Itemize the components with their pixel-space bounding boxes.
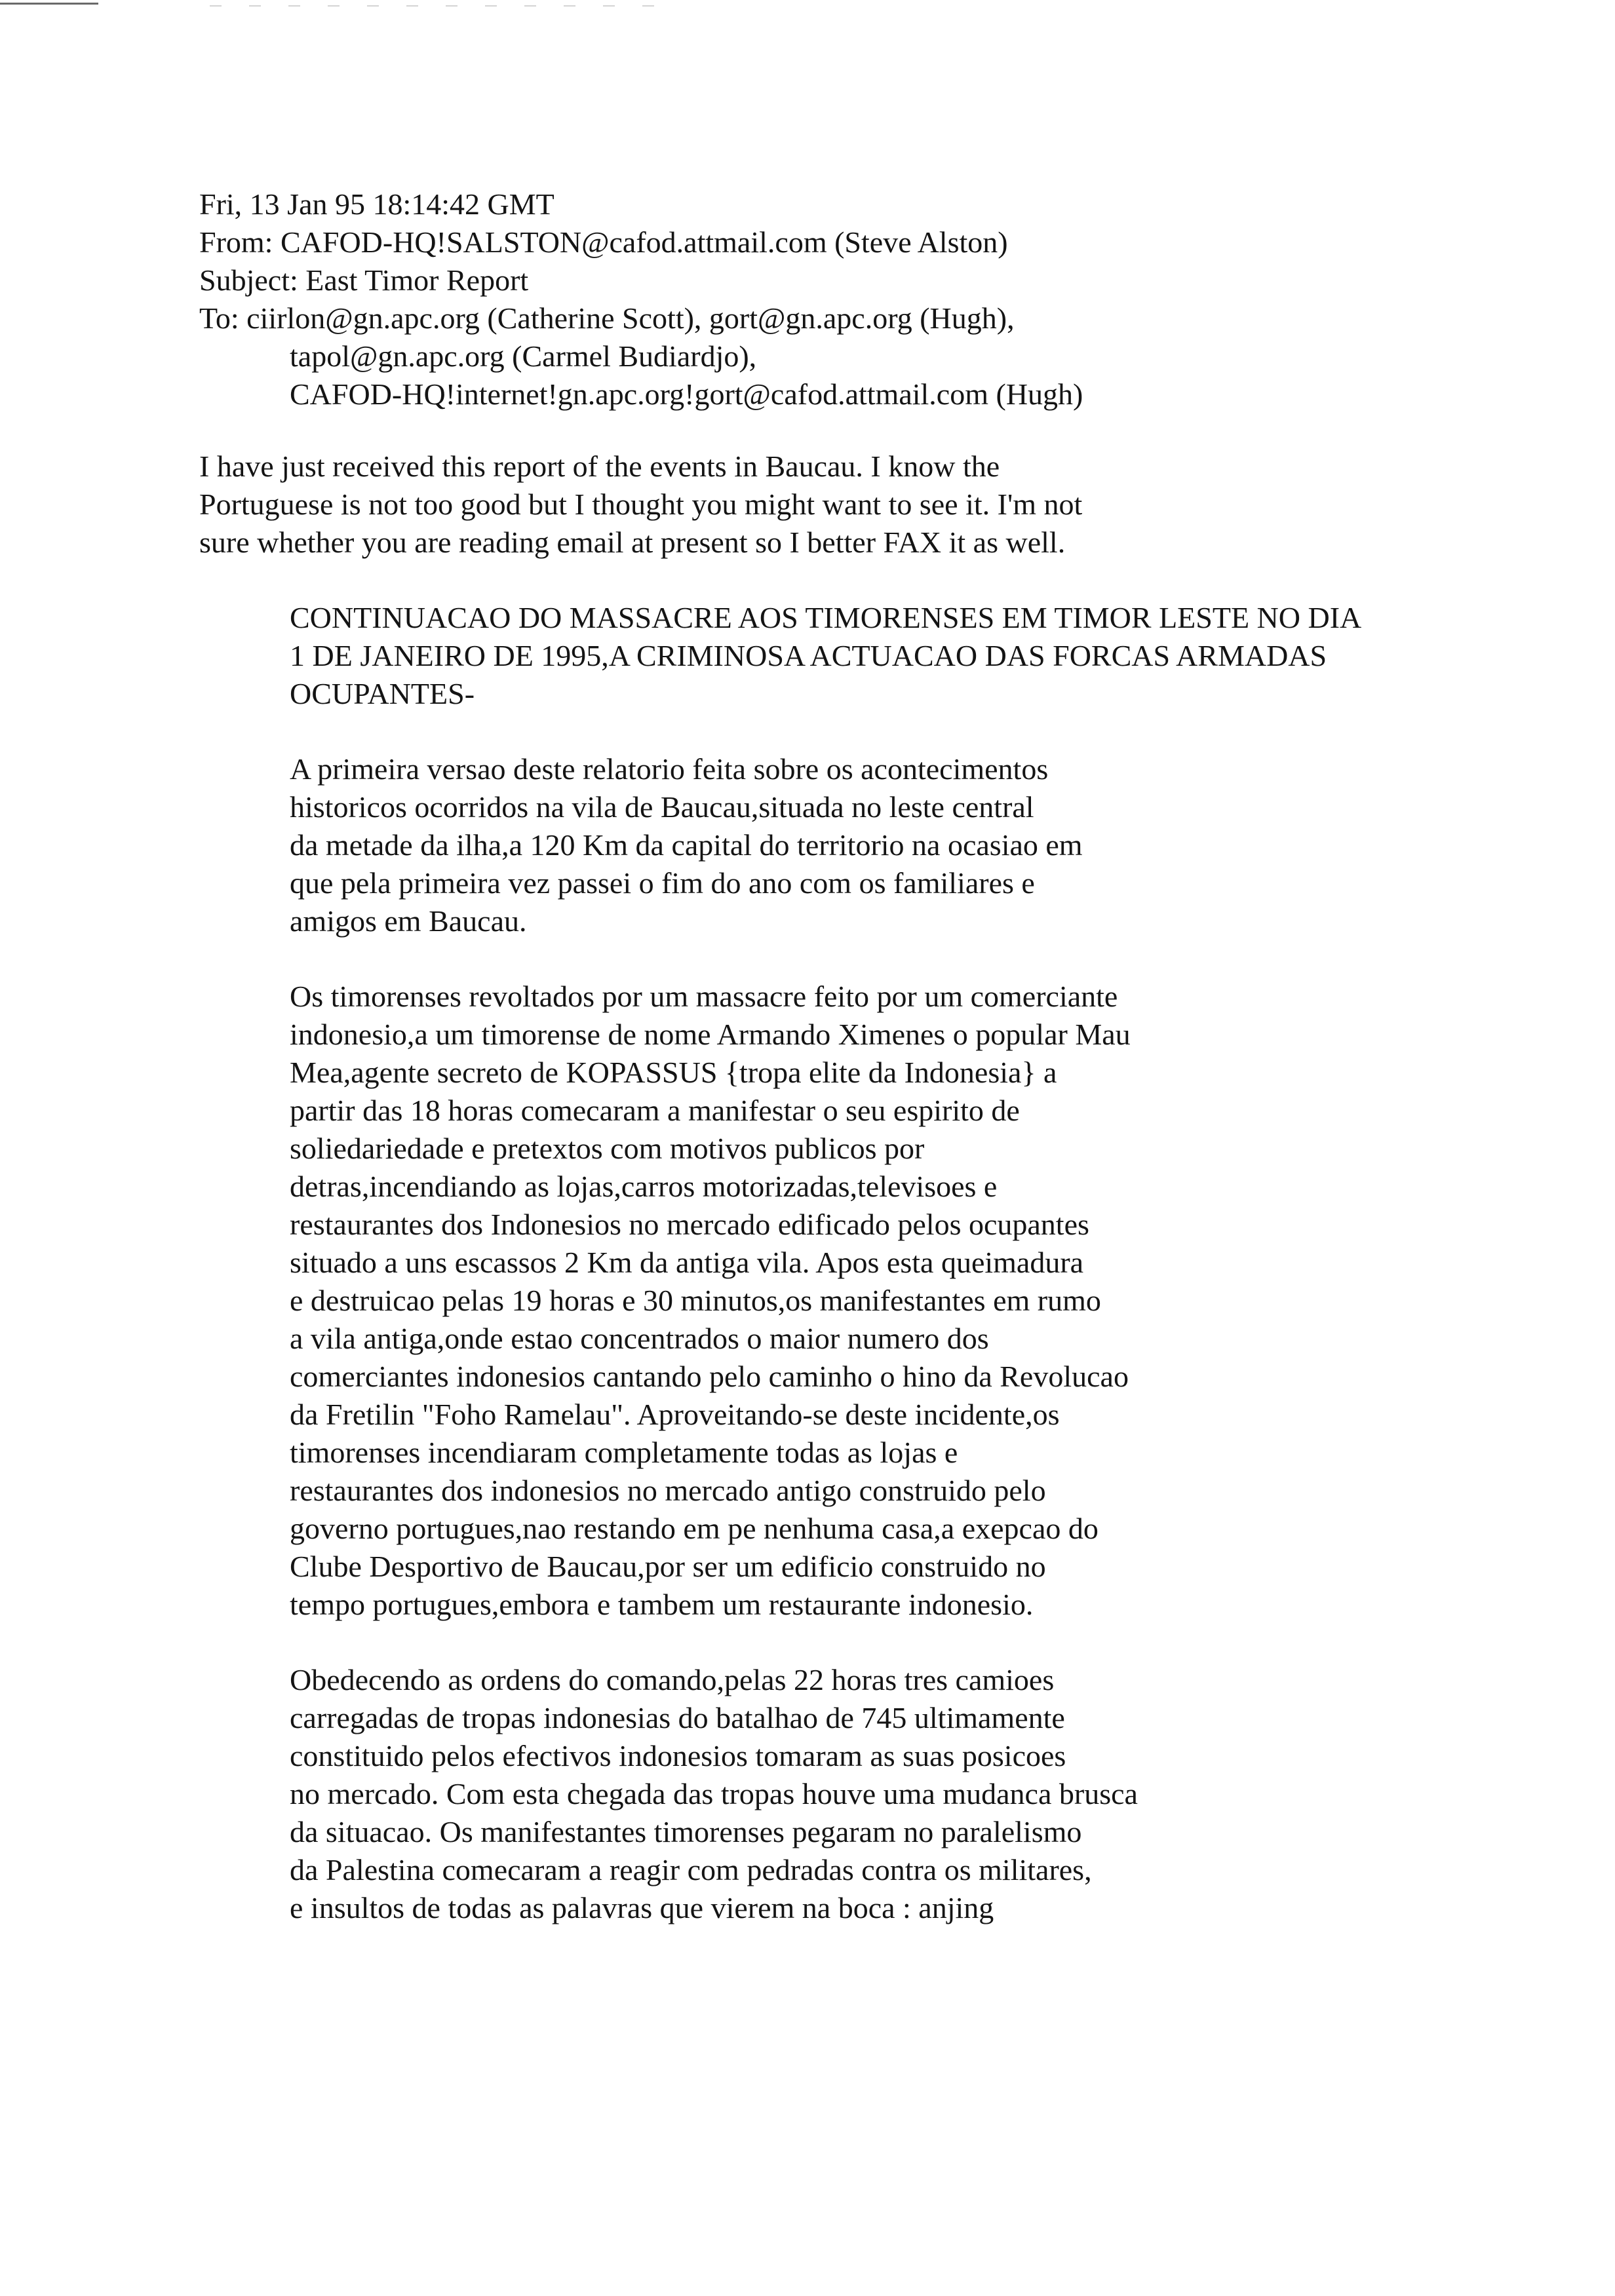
top-edge-rule xyxy=(0,3,98,5)
paragraph-2-line: a vila antiga,onde estao concentrados o maior numero dos xyxy=(290,1322,989,1355)
paragraph-3-line: Obedecendo as ordens do comando,pelas 22 horas tres camioes xyxy=(290,1663,1055,1696)
intro-line: sure whether you are reading email at present so I better FAX it as well. xyxy=(199,526,1066,559)
paragraph-3-line: carregadas de tropas indonesias do batalhao de 745 ultimamente xyxy=(290,1701,1065,1734)
paragraph-2-line: e destruicao pelas 19 horas e 30 minutos,os manifestantes em rumo xyxy=(290,1284,1101,1317)
top-edge-specks xyxy=(210,5,669,7)
email-subject: Subject: East Timor Report xyxy=(199,263,529,297)
paragraph-3-line: e insultos de todas as palavras que vierem na boca : anjing xyxy=(290,1891,994,1924)
paragraph-3-line: no mercado. Com esta chegada das tropas houve uma mudanca brusca xyxy=(290,1777,1138,1810)
email-from: From: CAFOD-HQ!SALSTON@cafod.attmail.com (Steve Alston) xyxy=(199,225,1008,259)
report-title-line: OCUPANTES- xyxy=(290,677,475,710)
email-to-line: tapol@gn.apc.org (Carmel Budiardjo), xyxy=(290,339,757,373)
paragraph-2-line: situado a uns escassos 2 Km da antiga vila. Apos esta queimadura xyxy=(290,1246,1084,1279)
paragraph-2-line: governo portugues,nao restando em pe nenhuma casa,a exepcao do xyxy=(290,1512,1099,1545)
paragraph-3-line: da situacao. Os manifestantes timorenses pegaram no paralelismo xyxy=(290,1815,1082,1848)
email-date: Fri, 13 Jan 95 18:14:42 GMT xyxy=(199,187,555,221)
paragraph-2-line: restaurantes dos Indonesios no mercado edificado pelos ocupantes xyxy=(290,1208,1089,1241)
paragraph-1-line: A primeira versao deste relatorio feita sobre os acontecimentos xyxy=(290,752,1049,786)
paragraph-2-line: timorenses incendiaram completamente todas as lojas e xyxy=(290,1436,958,1469)
email-to-line: CAFOD-HQ!internet!gn.apc.org!gort@cafod.attmail.com (Hugh) xyxy=(290,377,1083,411)
paragraph-2-line: partir das 18 horas comecaram a manifestar o seu espirito de xyxy=(290,1094,1020,1127)
paragraph-2-line: indonesio,a um timorense de nome Armando Ximenes o popular Mau xyxy=(290,1018,1131,1051)
paragraph-1-line: da metade da ilha,a 120 Km da capital do territorio na ocasiao em xyxy=(290,828,1083,862)
paragraph-2-line: detras,incendiando as lojas,carros motorizadas,televisoes e xyxy=(290,1170,998,1203)
paragraph-2-line: restaurantes dos indonesios no mercado antigo construido pelo xyxy=(290,1474,1046,1507)
paragraph-1-line: amigos em Baucau. xyxy=(290,904,527,938)
paragraph-2-line: soliedariedade e pretextos com motivos publicos por xyxy=(290,1132,925,1165)
paragraph-3-line: constituido pelos efectivos indonesios tomaram as suas posicoes xyxy=(290,1739,1066,1772)
paragraph-3-line: da Palestina comecaram a reagir com pedradas contra os militares, xyxy=(290,1853,1092,1886)
paragraph-2-line: Os timorenses revoltados por um massacre feito por um comerciante xyxy=(290,980,1118,1013)
paragraph-2-line: Mea,agente secreto de KOPASSUS {tropa elite da Indonesia} a xyxy=(290,1056,1057,1089)
paragraph-2-line: da Fretilin "Foho Ramelau". Aproveitando-se deste incidente,os xyxy=(290,1398,1060,1431)
intro-line: Portuguese is not too good but I thought you might want to see it. I'm not xyxy=(199,488,1083,521)
paragraph-1-line: que pela primeira vez passei o fim do ano com os familiares e xyxy=(290,866,1035,900)
paragraph-2-line: comerciantes indonesios cantando pelo caminho o hino da Revolucao xyxy=(290,1360,1129,1393)
intro-line: I have just received this report of the events in Baucau. I know the xyxy=(199,450,1000,483)
paragraph-2-line: Clube Desportivo de Baucau,por ser um edificio construido no xyxy=(290,1550,1046,1583)
paragraph-1-line: historicos ocorridos na vila de Baucau,situada no leste central xyxy=(290,790,1034,824)
report-title-line: CONTINUACAO DO MASSACRE AOS TIMORENSES EM TIMOR LESTE NO DIA xyxy=(290,601,1362,634)
email-to-line: To: ciirlon@gn.apc.org (Catherine Scott), gort@gn.apc.org (Hugh), xyxy=(199,301,1015,335)
paragraph-2-line: tempo portugues,embora e tambem um restaurante indonesio. xyxy=(290,1588,1034,1621)
report-title-line: 1 DE JANEIRO DE 1995,A CRIMINOSA ACTUACAO DAS FORCAS ARMADAS xyxy=(290,639,1327,672)
